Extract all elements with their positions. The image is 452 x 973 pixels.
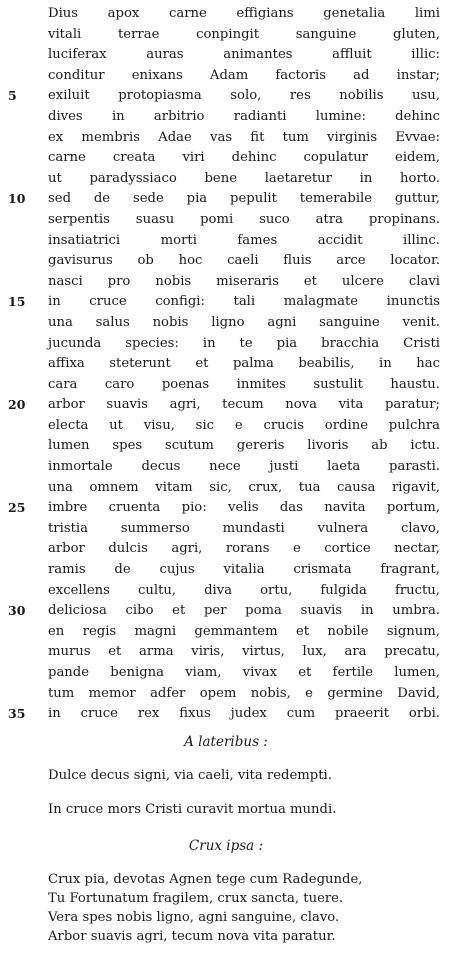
poem-line [48, 560, 440, 581]
poem-line-text: deliciosa cibo et per poma suavis in umbra. [48, 603, 440, 619]
poem-line-text: exiluit protopiasma solo, res nobilis usu, [48, 88, 440, 104]
line-number: 35 [8, 706, 26, 722]
poem-line [48, 169, 440, 190]
poem-line-text: lumen spes scutum gereris livoris ab ictu. [48, 438, 440, 454]
poem-line-text: tum memor adfer opem nobis, e germine David, [48, 685, 440, 701]
poem-line [48, 128, 440, 149]
line-number: 10 [8, 191, 26, 207]
poem-line [48, 272, 440, 293]
poem-line-text: pande benigna viam, vivax et fertile lumen, [48, 665, 440, 680]
poem-block [8, 4, 440, 725]
poem-line-text: en regis magni gemmantem et nobile signum, [48, 623, 440, 639]
poem-line-text: tristia summerso mundasti vulnera clavo, [48, 520, 440, 536]
poem-line [48, 375, 440, 396]
poem-line [48, 642, 440, 663]
poem-line [8, 292, 440, 313]
poem-line-text: dives in arbitrio radianti lumine: dehinc [48, 108, 440, 124]
poem-line [8, 189, 440, 210]
poem-line [48, 457, 440, 478]
poem-line-text: electa ut visu, sic e crucis ordine pulchra [48, 417, 440, 433]
poem-line [48, 663, 440, 684]
poem-line-text: murus et arma viris, virtus, lux, ara precatu, [48, 644, 440, 660]
crux-ipsa-line: Tu Fortunatum fragilem, crux sancta, tuere. [48, 891, 344, 906]
poem-line-text: in cruce configi: tali malagmate inunctis [48, 294, 440, 310]
poem-line [48, 622, 440, 643]
poem-line [48, 251, 440, 272]
poem-line [48, 45, 440, 66]
poem-line [8, 498, 440, 519]
poem-line-text: nasci pro nobis miseraris et ulcere clavi [48, 273, 440, 289]
lateribus-line: Dulce decus signi, via caeli, vita redempti. [48, 768, 332, 783]
poem-line [48, 66, 440, 87]
line-number: 20 [8, 397, 26, 413]
line-number: 15 [8, 294, 26, 310]
poem-line-text: ramis de cujus vitalia crismata fragrant, [48, 562, 440, 578]
poem-line [48, 684, 440, 705]
poem-line [8, 704, 440, 725]
poem-line [48, 519, 440, 540]
poem-line [8, 86, 440, 107]
poem-line [48, 313, 440, 334]
poem-line [48, 539, 440, 560]
poem-line-text: gavisurus ob hoc caeli fluis arce locator. [48, 253, 440, 269]
poem-line [48, 354, 440, 375]
poem-line-text: arbor suavis agri, tecum nova vita paratur; [48, 397, 440, 413]
poem-line [48, 148, 440, 169]
poem-line-text: una salus nobis ligno agni sanguine venit. [48, 314, 440, 330]
poem-line-text: excellens cultu, diva ortu, fulgida fructu, [48, 582, 440, 598]
poem-line-text: ex membris Adae vas fit tum virginis Evvae: [48, 129, 440, 145]
poem-line-text: in cruce rex fixus judex cum praeerit orbi. [48, 706, 440, 722]
poem-line-text: vitali terrae conpingit sanguine gluten, [48, 26, 440, 42]
poem-line [48, 416, 440, 437]
poem-line [48, 210, 440, 231]
crux-ipsa-line: Arbor suavis agri, tecum nova vita paratur. [48, 929, 336, 944]
section-title-lateribus: A lateribus : [184, 734, 268, 750]
poem-line [48, 581, 440, 602]
poem-line-text: carne creata viri dehinc copulatur eidem, [48, 150, 440, 166]
poem-line-text: sed de sede pia pepulit temerabile guttur, [48, 191, 440, 207]
section-title-crux-ipsa: Crux ipsa : [188, 838, 264, 854]
poem-line-text: arbor dulcis agri, rorans e cortice nectar, [48, 541, 440, 557]
poem-line [8, 601, 440, 622]
line-number: 5 [8, 88, 17, 104]
poem-line-text: imbre cruenta pio: velis das navita portum, [48, 500, 440, 516]
poem-line [48, 4, 440, 25]
poem-line [48, 107, 440, 128]
poem-line [48, 478, 440, 499]
poem-line-text: jucunda species: in te pia bracchia Cristi [48, 335, 440, 351]
poem-line-text: cara caro poenas inmites sustulit haustu. [48, 376, 440, 392]
lateribus-line: In cruce mors Cristi curavit mortua mundi. [48, 802, 337, 817]
poem-line [8, 395, 440, 416]
poem-line-text: una omnem vitam sic, crux, tua causa rigavit, [48, 479, 440, 495]
poem-line [48, 231, 440, 252]
crux-ipsa-line: Vera spes nobis ligno, agni sanguine, clavo. [48, 910, 340, 925]
poem-line-text: Dius apox carne effigians genetalia limi [48, 6, 440, 21]
poem-line-text: affixa steterunt et palma beabilis, in hac [48, 356, 440, 372]
line-number: 25 [8, 500, 26, 516]
poem-line-text: conditur enixans Adam factoris ad instar; [48, 67, 440, 83]
line-number: 30 [8, 603, 26, 619]
poem-line [48, 334, 440, 355]
poem-line-text: luciferax auras animantes affluit illic: [48, 47, 440, 63]
poem-line-text: inmortale decus nece justi laeta parasti. [48, 459, 440, 475]
poem-line [48, 436, 440, 457]
poem-line-text: insatiatrici morti fames accidit illinc. [48, 232, 440, 248]
poem-line [48, 25, 440, 46]
poem-line-text: serpentis suasu pomi suco atra propinans. [48, 211, 440, 227]
poem-line-text: ut paradyssiaco bene laetaretur in horto. [48, 170, 440, 186]
crux-ipsa-line: Crux pia, devotas Agnen tege cum Radegunde, [48, 872, 363, 887]
